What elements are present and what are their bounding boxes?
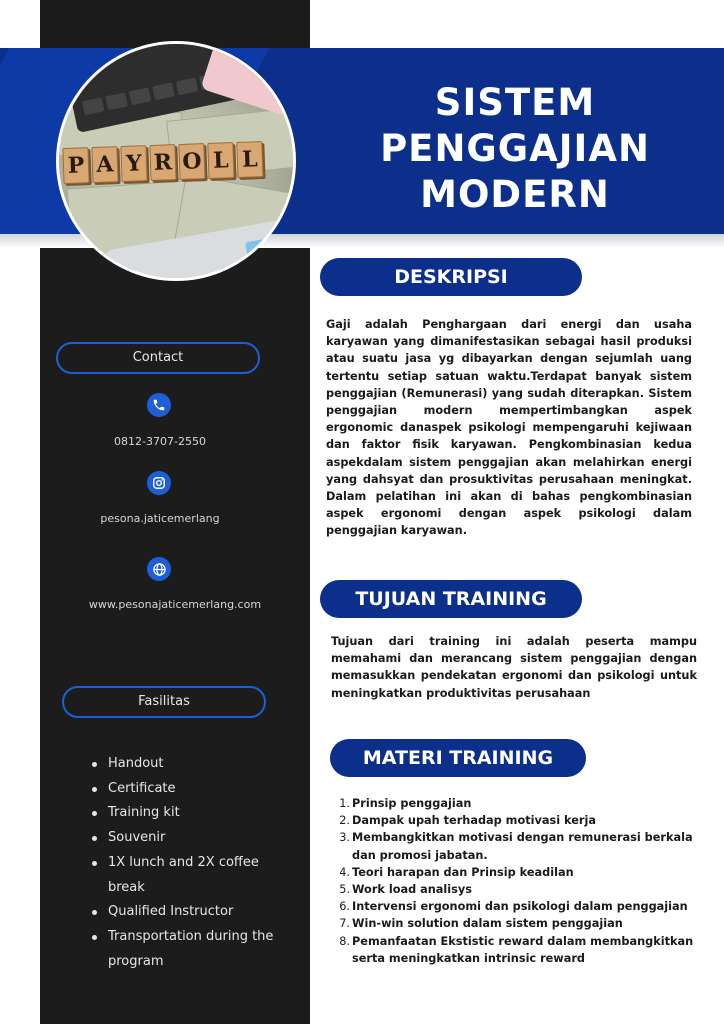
camera-icon — [147, 471, 171, 495]
list-item — [336, 829, 706, 863]
letter-tile: O — [178, 143, 205, 180]
list-item — [336, 812, 706, 829]
title-line-2: PENGGAJIAN — [380, 127, 650, 170]
list-number: 6. — [339, 900, 350, 914]
instagram-handle[interactable]: pesona.jaticemerlang — [100, 512, 220, 525]
list-text: Dampak upah terhadap motivasi kerja — [352, 814, 596, 828]
list-item — [336, 795, 706, 812]
title-line-3: MODERN — [420, 173, 610, 216]
list-number: 5. — [339, 883, 350, 897]
list-text: Win-win solution dalam sistem penggajian — [352, 917, 623, 931]
contact-heading: Contact — [56, 342, 260, 374]
list-item: Qualified Instructor — [90, 900, 290, 925]
list-item: Certificate — [90, 777, 290, 802]
letter-tile: A — [91, 146, 118, 183]
list-text: Prinsip penggajian — [352, 797, 472, 810]
phone-number[interactable]: 0812-3707-2550 — [114, 435, 206, 448]
list-item: Transportation during the program — [90, 925, 290, 974]
page-title — [330, 80, 700, 218]
list-number: 1. — [339, 797, 350, 810]
materi-heading: MATERI TRAINING — [330, 739, 586, 777]
list-item — [336, 898, 706, 915]
deskripsi-heading: DESKRIPSI — [320, 258, 582, 296]
list-text: Membangkitkan motivasi dengan remunerasi berkala dan promosi jabatan. — [352, 831, 693, 862]
list-item — [336, 864, 706, 881]
tujuan-heading: TUJUAN TRAINING — [320, 580, 582, 618]
tujuan-text: Tujuan dari training ini adalah peserta mampu memahami dan merancang sistem penggajian dengan memasukkan pendekatan ergonomi dan psikologi untuk meningkatkan produktivitas perusahaan — [331, 635, 697, 700]
fasilitas-heading: Fasilitas — [62, 686, 266, 718]
title-line-1: SISTEM — [434, 81, 596, 124]
list-item: Handout — [90, 752, 290, 777]
materi-list — [336, 795, 706, 967]
website-link[interactable]: www.pesonajaticemerlang.com — [88, 598, 262, 611]
letter-tile: P — [62, 147, 89, 184]
list-text: Teori harapan dan Prinsip keadilan — [352, 865, 574, 879]
list-number: 8. — [339, 934, 350, 948]
list-number: 7. — [339, 917, 350, 931]
phone-icon — [147, 393, 171, 417]
payroll-tiles — [58, 140, 296, 188]
list-item: Souvenir — [90, 826, 290, 851]
deskripsi-text: Gaji adalah Penghargaan dari energi dan usaha karyawan yang dimanifestasikan sebagai hasil produksi atau suatu jasa yg dibayarkan dengan sejumlah uang tertentu setiap satuan waktu.Terdapat banyak sistem penggajian (Remunerasi) yang sudah diterapkan. Sistem penggajian modern mempertimbangkan aspek ergonomic danaspek psikologi mempengaruhi kejiwaan dan faktor fisik karyawan. Pengkombinasian kedua aspekdalam sistem penggajian akan melahirkan energi yang dahsyat dan prosuktivitas perusahaan meningkat. Dalam pelatihan ini akan di bahas pengkombinasian aspek ergonomi dengan aspek psikologi dalam penggajian karyawan. — [326, 318, 692, 538]
list-number: 3. — [339, 831, 350, 845]
payroll-photo — [56, 41, 296, 281]
list-text: Intervensi ergonomi dan psikologi dalam penggajian — [352, 900, 688, 914]
list-item: 1X lunch and 2X coffee break — [90, 851, 290, 900]
list-text: Work load analisys — [352, 883, 472, 897]
globe-icon — [147, 557, 171, 581]
letter-tile: Y — [120, 145, 147, 182]
calculator — [200, 41, 296, 116]
list-item — [336, 915, 706, 932]
list-text: Pemanfaatan Ekstistic reward dalam membangkitkan serta meningkatkan intrinsic reward — [352, 934, 694, 965]
list-item — [336, 881, 706, 898]
letter-tile: L — [236, 141, 263, 178]
list-number: 4. — [339, 865, 350, 879]
letter-tile: R — [149, 144, 176, 181]
fasilitas-list — [90, 752, 290, 974]
list-item: Training kit — [90, 801, 290, 826]
list-item — [336, 933, 706, 967]
list-number: 2. — [339, 814, 350, 828]
letter-tile: L — [207, 142, 234, 179]
